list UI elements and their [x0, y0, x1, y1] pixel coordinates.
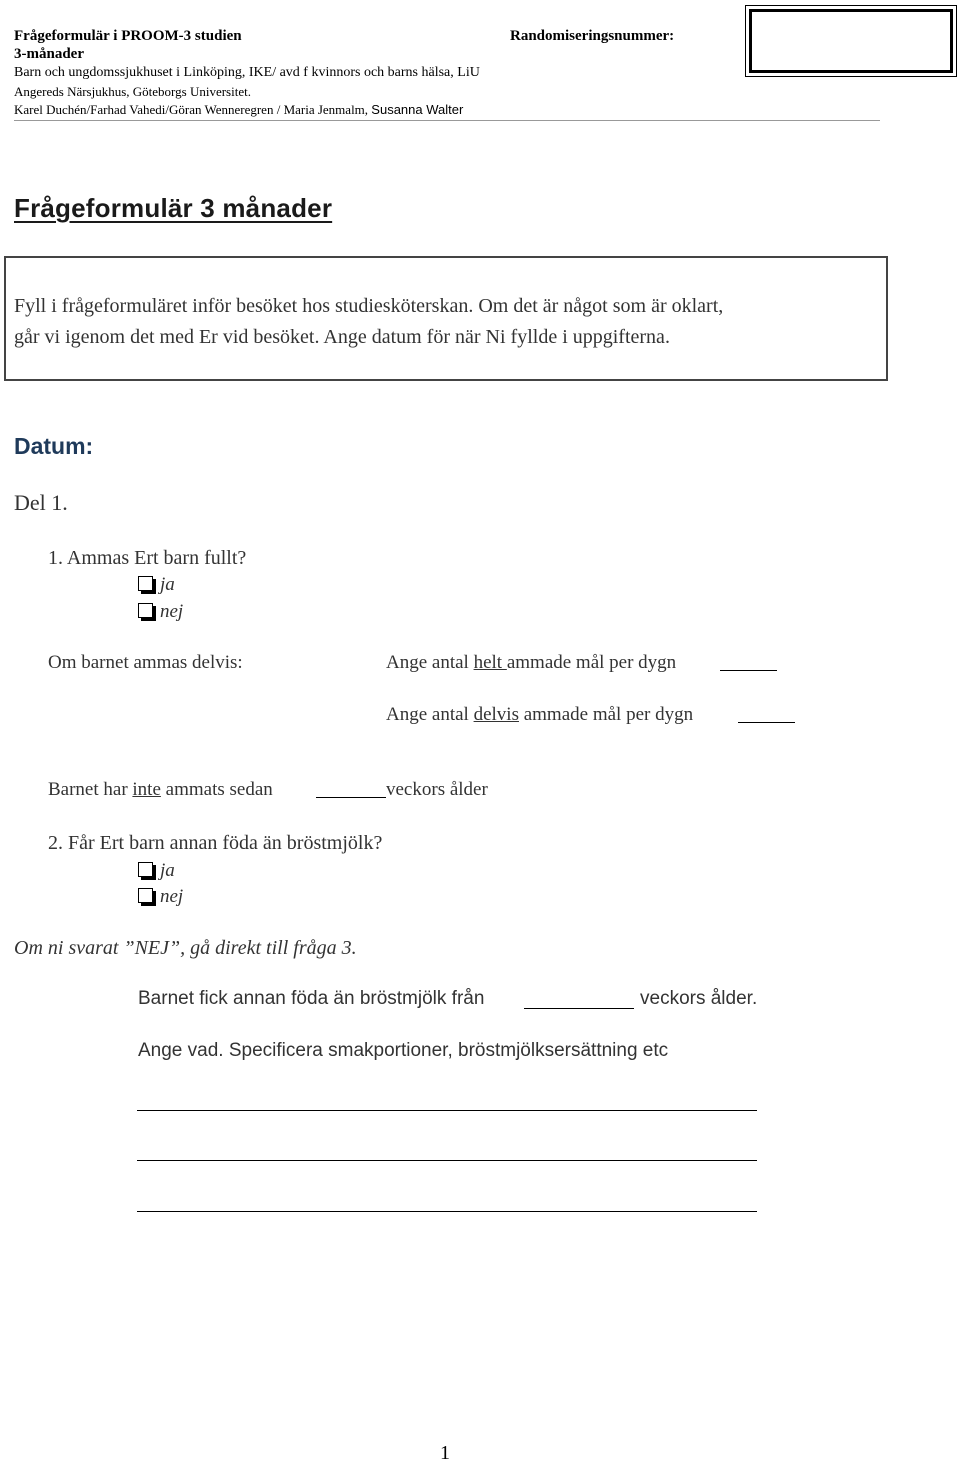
answer-line-2[interactable] — [137, 1160, 757, 1161]
q2-option-ja-label: ja — [160, 860, 175, 881]
other-food-weeks-blank[interactable] — [524, 1008, 634, 1009]
partial-feeds-post: ammade mål per dygn — [518, 704, 694, 725]
q2-other-food-post: veckors ålder. — [640, 988, 758, 1009]
header-line2: Angereds Närsjukhus, Göteborgs Universitet. — [14, 84, 251, 99]
q2-option-nej[interactable] — [138, 886, 183, 908]
form-title: Frågeformulär 3 månader — [14, 193, 333, 223]
header-divider — [14, 120, 880, 121]
q2-specify-text: Ange vad. Specificera smakportioner, bröstmjölksersättning etc — [138, 1040, 669, 1061]
not-since-post: veckors ålder — [386, 779, 488, 800]
randomization-number-field[interactable] — [749, 9, 953, 73]
checkbox-icon[interactable] — [138, 576, 153, 591]
date-label: Datum: — [14, 433, 94, 459]
instructions-line2: går vi igenom det med Er vid besöket. Ange datum för när Ni fyllde i uppgifterna. — [14, 326, 670, 348]
page-number: 1 — [440, 1442, 450, 1464]
q1-option-ja-label: ja — [160, 574, 175, 595]
full-feeds-emph: helt — [473, 652, 507, 673]
not-since-mid: ammats sedan — [160, 779, 273, 800]
not-since-pre: Barnet har — [48, 779, 133, 800]
header-subtitle: 3-månader — [14, 46, 84, 62]
q1-option-nej[interactable] — [138, 601, 183, 623]
full-feeds-pre: Ange antal — [386, 652, 474, 673]
not-since-blank[interactable] — [316, 797, 386, 798]
not-since-emph: inte — [132, 779, 161, 800]
q2-text: 2. Får Ert barn annan föda än bröstmjölk? — [48, 832, 383, 854]
q2-skip-note: Om ni svarat ”NEJ”, gå direkt till fråga 3. — [14, 937, 357, 959]
q1-partial-label: Om barnet ammas delvis: — [48, 652, 243, 673]
q2-option-ja[interactable] — [138, 860, 175, 882]
answer-line-3[interactable] — [137, 1211, 757, 1212]
partial-feeds-emph: delvis — [473, 704, 519, 725]
authors-last: Susanna Walter — [371, 102, 464, 117]
q1-not-since — [48, 779, 273, 801]
q1-partial-feeds — [386, 704, 693, 726]
header-line1: Barn och ungdomssjukhuset i Linköping, IKE/ avd f kvinnors och barns hälsa, LiU — [14, 65, 480, 80]
q1-option-nej-label: nej — [160, 601, 184, 622]
authors-text: Karel Duchén/Farhad Vahedi/Göran Wenneregren / Maria Jenmalm, — [14, 102, 369, 117]
q1-option-ja[interactable] — [138, 574, 175, 596]
instructions-box — [4, 256, 888, 381]
q1-full-feeds — [386, 652, 676, 674]
full-feeds-blank[interactable] — [720, 670, 777, 671]
header-authors — [14, 102, 463, 118]
section-label: Del 1. — [14, 490, 68, 515]
randomization-label: Randomiseringsnummer: — [510, 28, 675, 44]
full-feeds-post: ammade mål per dygn — [506, 652, 677, 673]
q2-other-food-pre: Barnet fick annan föda än bröstmjölk från — [138, 988, 485, 1009]
checkbox-icon[interactable] — [138, 603, 153, 618]
q2-option-nej-label: nej — [160, 886, 184, 907]
instructions-line1: Fyll i frågeformuläret inför besöket hos studiesköterskan. Om det är något som är oklart, — [14, 295, 724, 317]
q1-text: 1. Ammas Ert barn fullt? — [48, 547, 247, 569]
checkbox-icon[interactable] — [138, 888, 153, 903]
answer-line-1[interactable] — [137, 1110, 757, 1111]
partial-feeds-blank[interactable] — [738, 722, 795, 723]
checkbox-icon[interactable] — [138, 862, 153, 877]
partial-feeds-pre: Ange antal — [386, 704, 474, 725]
header-title: Frågeformulär i PROOM-3 studien — [14, 28, 242, 44]
